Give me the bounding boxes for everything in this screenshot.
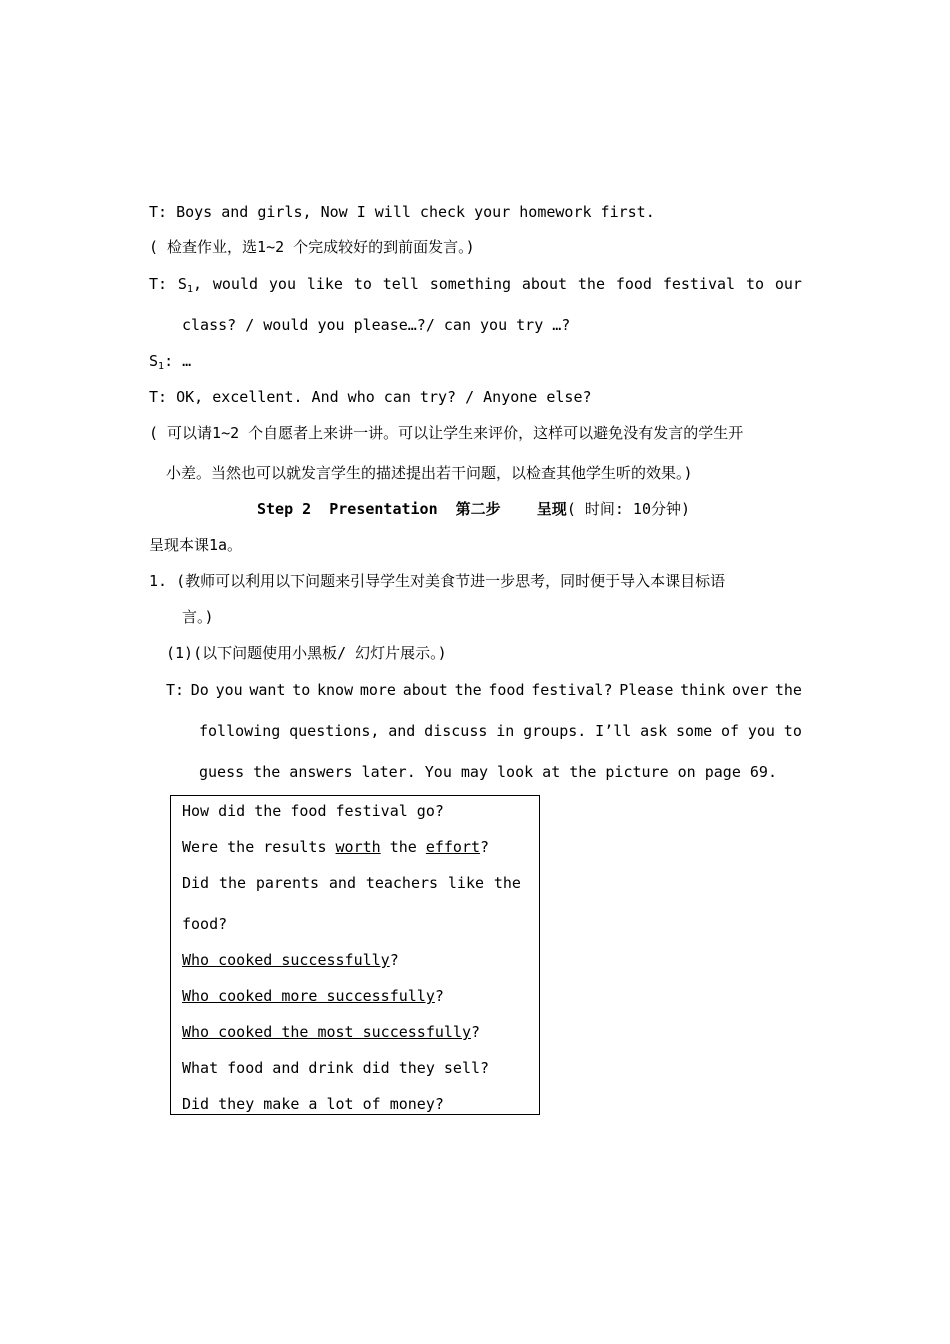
line-note-volunteers-cont: 小差。当然也可以就发言学生的描述提出若干问题，以检查其他学生听的效果。) xyxy=(166,464,693,482)
word: like xyxy=(447,874,485,892)
line-teacher-question-end: guess the answers later. You may look at the picture on page 69. xyxy=(199,763,777,781)
word: Do xyxy=(190,681,209,699)
word: festival xyxy=(662,275,736,293)
line-s1-answer: $S_1$: … xyxy=(149,352,192,372)
word: the xyxy=(577,275,605,293)
line-note-check-homework: ( 检查作业，选1~2 个完成较好的到前面发言。) xyxy=(149,238,475,256)
word: our xyxy=(774,275,802,293)
word: some xyxy=(676,722,713,740)
word: the xyxy=(218,874,247,892)
word: think xyxy=(680,681,726,699)
word: you xyxy=(215,681,243,699)
word: and xyxy=(388,722,416,740)
word: to xyxy=(353,275,372,293)
line-note-volunteers: ( 可以请1~2 个自愿者上来讲一讲。可以让学生来评价，这样可以避免没有发言的学生开 xyxy=(149,424,744,442)
line-teacher-anyone-else: T: OK, excellent. And who can try? / Anyone else? xyxy=(149,388,592,406)
word: you xyxy=(268,275,296,293)
word: of xyxy=(720,722,740,740)
word: to xyxy=(745,275,764,293)
word: teachers xyxy=(365,874,439,892)
questions-box xyxy=(170,795,540,1115)
line-teacher-question xyxy=(166,680,802,700)
line-teacher-ask-s1 xyxy=(149,274,802,300)
question-6: Who cooked the most successfully? xyxy=(182,1023,481,1041)
word: would xyxy=(212,275,259,293)
word: groups. xyxy=(523,722,587,740)
question-3-cont: food? xyxy=(182,915,228,933)
word: ask xyxy=(640,722,668,740)
word: food xyxy=(488,681,525,699)
word: about xyxy=(521,275,568,293)
word: tell xyxy=(382,275,419,293)
word: to xyxy=(292,681,311,699)
word: more xyxy=(359,681,396,699)
word: following xyxy=(199,722,281,740)
word: about xyxy=(402,681,448,699)
word: something xyxy=(429,275,512,293)
question-3 xyxy=(182,873,521,893)
line-present-1a: 呈现本课1a。 xyxy=(149,536,243,554)
word: to xyxy=(783,722,802,740)
question-2: Were the results worth the effort? xyxy=(182,838,490,856)
question-1: How did the food festival go? xyxy=(182,802,444,820)
word: I’ll xyxy=(595,722,632,740)
line-item-1: 1. (教师可以利用以下问题来引导学生对美食节进一步思考，同时便于导入本课目标语 xyxy=(149,572,726,590)
line-subitem-1: (1)(以下问题使用小黑板/ 幻灯片展示。) xyxy=(166,644,447,662)
word: Did xyxy=(182,874,210,892)
step-heading: Step 2 Presentation 第二步 呈现( 时间: 10分钟) xyxy=(257,500,691,518)
word: discuss xyxy=(424,722,488,740)
word: T: xyxy=(149,275,168,293)
word: the xyxy=(774,681,802,699)
word: questions, xyxy=(289,722,380,740)
line-teacher-check-homework: T: Boys and girls, Now I will check your homework first. xyxy=(149,203,655,221)
word: the xyxy=(493,874,521,892)
word: over xyxy=(732,681,769,699)
line-teacher-question-cont xyxy=(199,721,802,741)
line-item-1-cont: 言。) xyxy=(182,608,214,626)
word: like xyxy=(306,275,343,293)
word: in xyxy=(496,722,515,740)
question-7: What food and drink did they sell? xyxy=(182,1059,490,1077)
word-s1: $S_1$, xyxy=(177,275,203,295)
word: food xyxy=(615,275,652,293)
question-5: Who cooked more successfully? xyxy=(182,987,444,1005)
word: know xyxy=(317,681,354,699)
word: Please xyxy=(619,681,674,699)
word: and xyxy=(328,874,356,892)
word: T: xyxy=(166,681,185,699)
word: you xyxy=(747,722,775,740)
question-4: Who cooked successfully? xyxy=(182,951,399,969)
question-8: Did they make a lot of money? xyxy=(182,1095,444,1113)
word: parents xyxy=(255,874,320,892)
word: festival? xyxy=(531,681,613,699)
word: want xyxy=(249,681,286,699)
word: the xyxy=(454,681,482,699)
line-teacher-ask-cont: class? / would you please…?/ can you try …? xyxy=(182,316,571,334)
